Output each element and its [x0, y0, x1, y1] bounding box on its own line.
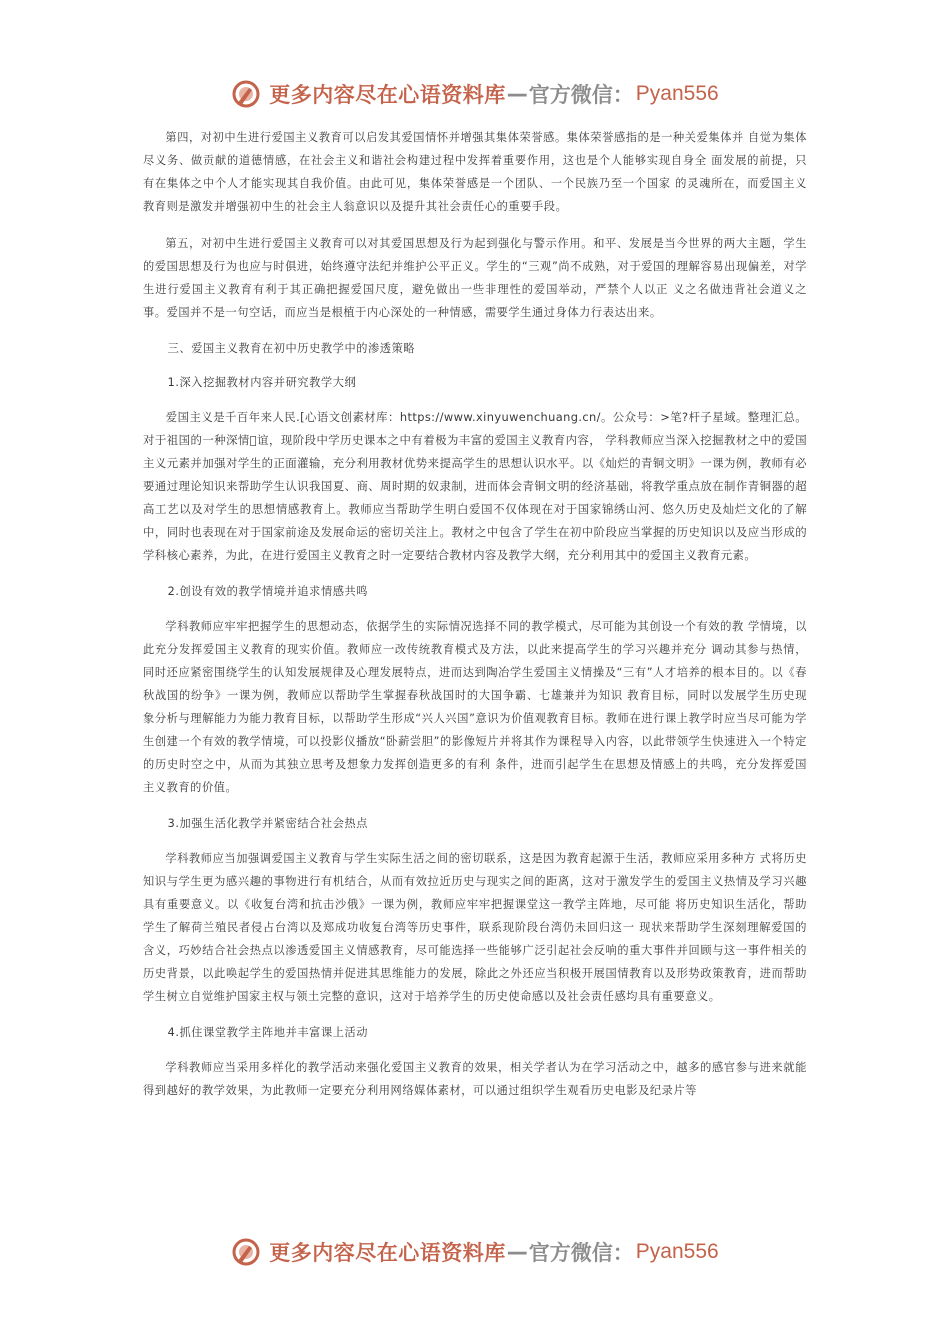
paragraph-strategy-3: 学科教师应当加强调爱国主义教育与学生实际生活之间的密切联系，这是因为教育起源于生活，教师应采用多种方 式将历史知识与学生更为感兴趣的事物进行有机结合，从而有效拉近历史与现实之间的距离，这对于激发学生的爱国主义热情及学习兴趣具有重要意义。以《收复台湾和抗击沙俄》一课为例，教师应牢牢把握课堂这一教学主阵地，尽可能 将历史知识生活化，帮助学生了解荷兰殖民者侵占台湾以及郑成功收复台湾等历史事件，联系现阶段台湾仍未回归这一 现状来帮助学生深刻理解爱国的含义，巧妙结合社会热点以渗透爱国主义情感教育，尽可能选择一些能够广泛引起社会反响的重大事件并回顾与这一事件相关的历史背景，以此唤起学生的爱国热情并促进其思维能力的发展，除此之外还应当积极开展国情教育以及形势政策教育，进而帮助学生树立自觉维护国家主权与领土完整的意识，这对于培养学生的历史使命感以及社会责任感均具有重要意义。 [143, 852, 807, 1003]
banner-wechat-label: 官方微信： [528, 1240, 634, 1265]
banner-wechat-label: 官方微信： [528, 82, 634, 107]
banner-title: 更多内容尽在心语资料库 [269, 1240, 506, 1265]
subheading-4: 4.抓住课堂教学主阵地并丰富课上活动 [167, 1026, 369, 1039]
subheading-3: 3.加强生活化教学并紧密结合社会热点 [167, 817, 369, 830]
subheading-2: 2.创设有效的教学情境并追求情感共鸣 [167, 585, 369, 598]
paragraph-strategy-1: 爱国主义是千百年来人民.[心语文创素材库：https://www.xinyuwenchuang.cn/。公众号：>笔?杆子星域。整理汇总。对于祖国的一种深情 谊，现阶段中学历史课本之中有着极为丰富的爱国主义教育内容， 学科教师应当深入挖掘教材之中的爱国主义元素并加强对学生的正面灌输，充分利用教材优势来提高学生的思想认识水平。以《灿烂的青铜文明》一课为例，教师有必要通过理论知识来帮助学生认识我国夏、商、周时期的奴隶制，进而体会青铜文明的经济基础，将教学重点放在制作青铜器的超高工艺以及对学生的思想情感教育上。教师应当帮助学生明白爱国不仅体现在对于国家锦绣山河、悠久历史及灿烂文化的了解中，同时也表现在对于国家前途及发展命运的密切关注上。教材之中包含了学生在初中阶段应当掌握的历史知识以及应当形成的学科核心素养，为此，在进行爱国主义教育之时一定要结合教材内容及教学大纲，充分利用其中的爱国主义教育元素。 [143, 410, 807, 562]
pen-circle-logo-icon [231, 79, 261, 109]
section-heading: 三、爱国主义教育在初中历史教学中的渗透策略 [167, 342, 416, 355]
bottom-banner [0, 1232, 950, 1272]
top-banner [0, 74, 950, 114]
banner-title: 更多内容尽在心语资料库 [269, 82, 506, 107]
paragraph-fourth: 第四，对初中生进行爱国主义教育可以启发其爱国情怀并增强其集体荣誉感。集体荣誉感指的是一种关爱集体并 自觉为集体尽义务、做贡献的道德情感，在社会主义和谐社会构建过程中发挥着重要作用，这也是个人能够实现自身全 面发展的前提，只有在集体之中个人才能实现其自我价值。由此可见，集体荣誉感是一个团队、一个民族乃至一个国家 的灵魂所在，而爱国主义教育则是激发并增强初中生的社会主人翁意识以及提升其社会责任心的重要手段。 [143, 131, 807, 213]
banner-wechat-id: Pyan556 [635, 1240, 719, 1263]
pen-circle-logo-icon [231, 1237, 261, 1267]
banner-separator: — [506, 1240, 528, 1264]
paragraph-fifth: 第五，对初中生进行爱国主义教育可以对其爱国思想及行为起到强化与警示作用。和平、发展是当今世界的两大主题，学生的爱国思想及行为也应与时俱进，始终遵守法纪并维护公平正义。学生的“三观”尚不成熟，对于爱国的理解容易出现偏差，对学生进行爱国主义教育有利于其正确把握爱国尺度，避免做出一些非理性的爱国举动，严禁个人以正 义之名做违背社会道义之事。爱国并不是一句空话，而应当是根植于内心深处的一种情感，需要学生通过身体力行表达出来。 [143, 237, 807, 319]
paragraph-strategy-2: 学科教师应牢牢把握学生的思想动态，依据学生的实际情况选择不同的教学模式，尽可能为其创设一个有效的教 学情境，以此充分发挥爱国主义教育的现实价值。教师应一改传统教育模式及方法，以此来提高学生的学习兴趣并充分 调动其参与热情，同时还应紧密围绕学生的认知发展规律及心理发展特点，进而达到陶冶学生爱国主义情操及“三有”人才培养的根本目的。以《春秋战国的纷争》一课为例，教师应以帮助学生掌握春秋战国时的大国争霸、七雄兼并为知识 教育目标，同时以发展学生历史现象分析与理解能力为能力教育目标，以帮助学生形成“兴人兴国”意识为价值观教育目标。教师在进行课上教学时应当尽可能为学生创建一个有效的教学情境，可以投影仪播放“卧薪尝胆”的影像短片并将其作为课程导入内容，以此带领学生快速进入一个特定的历史时空之中，从而为其独立思考及想象力发挥创造更多的有利 条件，进而引起学生在思想及情感上的共鸣，充分发挥爱国主义教育的价值。 [143, 620, 807, 794]
banner-wechat-id: Pyan556 [635, 82, 719, 105]
banner-separator: — [506, 82, 528, 106]
subheading-1: 1.深入挖掘教材内容并研究教学大纲 [167, 376, 357, 389]
paragraph-strategy-4: 学科教师应当采用多样化的教学活动来强化爱国主义教育的效果，相关学者认为在学习活动之中，越多的感官参与进来就能得到越好的教学效果，为此教师一定要充分利用网络媒体素材，可以通过组织学生观看历史电影及纪录片等 [143, 1061, 807, 1097]
document-body [143, 126, 807, 1116]
